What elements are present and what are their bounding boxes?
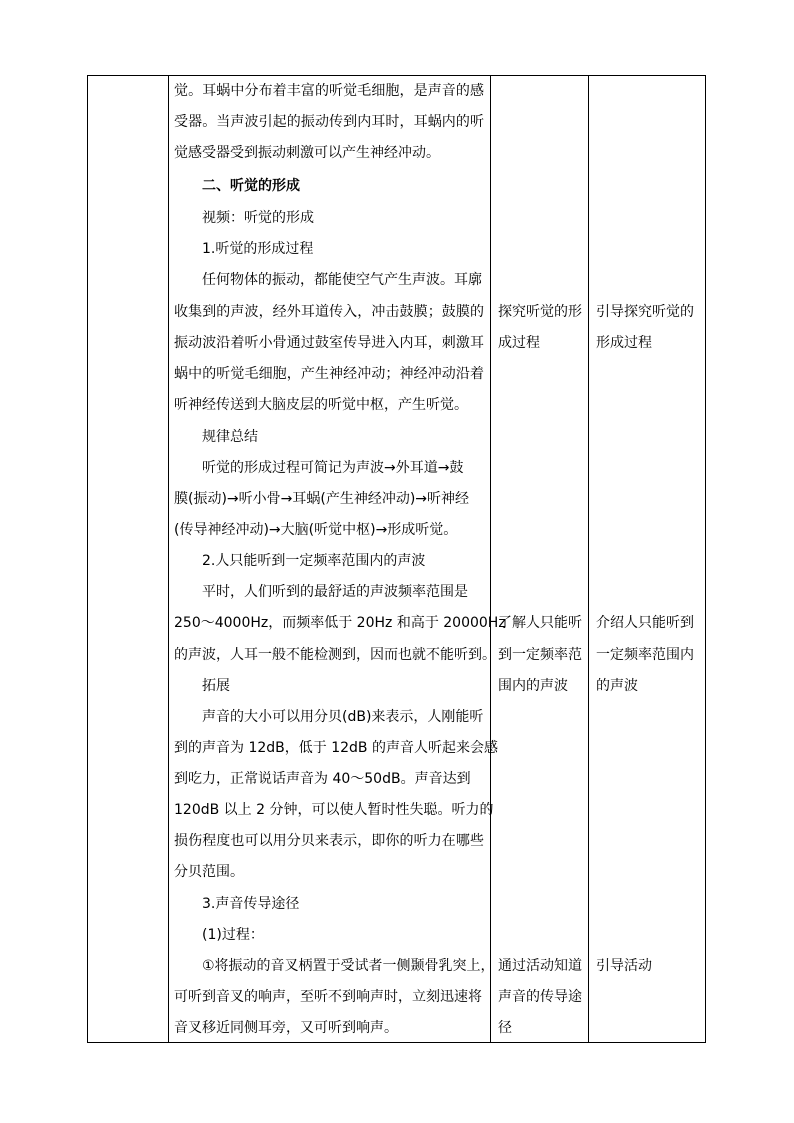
column-divider <box>588 76 589 1042</box>
text-line: 觉。耳蜗中分布着丰富的听觉毛细胞，是声音的感 <box>174 83 484 99</box>
teacher-activity-text: 介绍人只能听到 <box>596 615 694 631</box>
teacher-activity-text: 一定频率范围内 <box>596 647 694 663</box>
text-line: 可听到音叉的响声，至听不到响声时，立刻迅速将 <box>174 989 482 1005</box>
text-line: 损伤程度也可以用分贝来表示，即你的听力在哪些 <box>174 833 484 849</box>
text-line: (传导神经冲动)→大脑(听觉中枢)→形成听觉。 <box>174 522 458 538</box>
text-line: 蜗中的听觉毛细胞，产生神经冲动；神经冲动沿着 <box>174 366 484 382</box>
label-rule-summary: 规律总结 <box>202 429 258 445</box>
teacher-activity-text: 的声波 <box>596 678 638 694</box>
text-line: 到的声音为 12dB，低于 12dB 的声音人听起来会感 <box>174 740 498 756</box>
text-line: 音叉移近同侧耳旁，又可听到响声。 <box>174 1020 398 1036</box>
text-line: 收集到的声波，经外耳道传入，冲击鼓膜；鼓膜的 <box>174 304 484 320</box>
subsection-heading: 3.声音传导途径 <box>202 896 300 912</box>
text-line: 任何物体的振动，都能使空气产生声波。耳廓 <box>202 272 482 288</box>
student-activity-text: 声音的传导途 <box>498 989 582 1005</box>
column-divider <box>168 76 169 1042</box>
text-line: 的声波，人耳一般不能检测到，因而也就不能听到。 <box>174 647 496 663</box>
lesson-table <box>87 75 706 1043</box>
text-line: 膜(振动)→听小骨→耳蜗(产生神经冲动)→听神经 <box>174 491 470 507</box>
student-activity-text: 了解人只能听 <box>498 615 582 631</box>
text-line: 受器。当声波引起的振动传到内耳时，耳蜗内的听 <box>174 114 484 130</box>
student-activity-text: 探究听觉的形 <box>498 304 582 320</box>
section-heading: 二、听觉的形成 <box>202 178 300 194</box>
text-line: ①将振动的音叉柄置于受试者一侧颞骨乳突上， <box>202 958 495 974</box>
text-line: (1)过程： <box>202 927 264 943</box>
text-line: 120dB 以上 2 分钟，可以使人暂时性失聪。听力的 <box>174 802 494 818</box>
text-line: 到吃力，正常说话声音为 40～50dB。声音达到 <box>174 771 471 787</box>
column-divider <box>490 76 491 1042</box>
text-line: 觉感受器受到振动刺激可以产生神经冲动。 <box>174 145 440 161</box>
student-activity-text: 径 <box>498 1020 512 1036</box>
student-activity-text: 通过活动知道 <box>498 958 582 974</box>
subsection-heading: 2.人只能听到一定频率范围内的声波 <box>202 553 426 569</box>
text-line: 平时，人们听到的最舒适的声波频率范围是 <box>202 584 468 600</box>
student-activity-text: 围内的声波 <box>498 678 568 694</box>
student-activity-text: 到一定频率范 <box>498 647 582 663</box>
teacher-activity-text: 引导探究听觉的 <box>596 304 694 320</box>
text-line: 声音的大小可以用分贝(dB)来表示，人刚能听 <box>202 709 484 725</box>
text-line: 振动波沿着听小骨通过鼓室传导进入内耳，刺激耳 <box>174 335 484 351</box>
text-line: 听觉的形成过程可简记为声波→外耳道→鼓 <box>202 460 464 476</box>
teacher-activity-text: 形成过程 <box>596 335 652 351</box>
text-line: 听神经传送到大脑皮层的听觉中枢，产生听觉。 <box>174 397 468 413</box>
student-activity-text: 成过程 <box>498 335 540 351</box>
teacher-activity-text: 引导活动 <box>596 958 652 974</box>
text-line: 分贝范围。 <box>174 864 244 880</box>
label-extension: 拓展 <box>202 678 230 694</box>
subsection-heading: 1.听觉的形成过程 <box>202 241 314 257</box>
text-line: 250～4000Hz，而频率低于 20Hz 和高于 20000Hz <box>174 615 506 631</box>
text-line: 视频：听觉的形成 <box>202 210 314 226</box>
